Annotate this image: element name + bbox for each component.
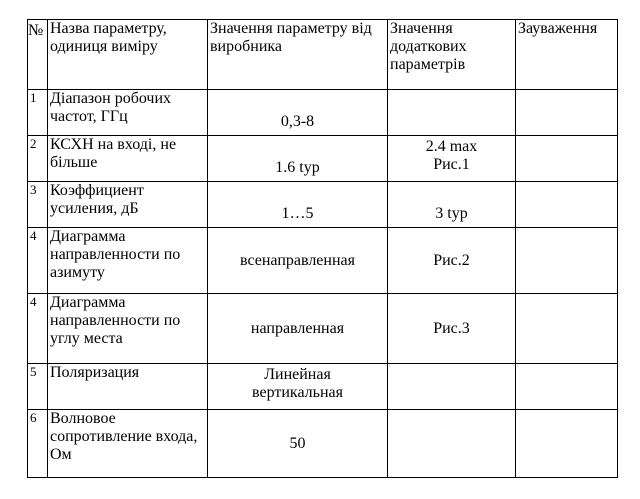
row-remark [516, 90, 618, 136]
row-remark [516, 228, 618, 294]
row-remark [516, 136, 618, 182]
row-additional-value: 2.4 max Рис.1 [388, 136, 516, 182]
table-row [28, 228, 618, 294]
row-remark [516, 294, 618, 364]
table-row [28, 136, 618, 182]
row-additional-value: Рис.2 [388, 228, 516, 294]
row-number: 2 [28, 136, 48, 182]
header-number: № [28, 20, 48, 90]
row-parameter-name: Волновое сопротивление входа, Ом [48, 410, 208, 478]
row-manufacturer-value: 1…5 [208, 182, 388, 228]
header-row [28, 20, 618, 90]
row-manufacturer-value: 50 [208, 410, 388, 478]
row-manufacturer-value: направленная [208, 294, 388, 364]
row-number: 3 [28, 182, 48, 228]
header-parameter-name: Назва параметру, одиниця виміру [48, 20, 208, 90]
row-manufacturer-value: 1.6 typ [208, 136, 388, 182]
row-parameter-name: КСХН на вході, не більше [48, 136, 208, 182]
row-number: 1 [28, 90, 48, 136]
row-remark [516, 364, 618, 410]
row-manufacturer-value: 0,3-8 [208, 90, 388, 136]
row-manufacturer-value: Линейная вертикальная [208, 364, 388, 410]
row-additional-value: 3 typ [388, 182, 516, 228]
row-additional-value [388, 364, 516, 410]
spec-table [27, 19, 618, 478]
row-additional-value [388, 90, 516, 136]
row-number: 4 [28, 294, 48, 364]
row-parameter-name: Диаграмма направленности по азимуту [48, 228, 208, 294]
row-number: 4 [28, 228, 48, 294]
row-parameter-name: Диаграмма направленности по углу места [48, 294, 208, 364]
table-row [28, 182, 618, 228]
table-row [28, 294, 618, 364]
row-additional-value [388, 410, 516, 478]
row-additional-value: Рис.3 [388, 294, 516, 364]
header-manufacturer-value: Значення параметру від виробника [208, 20, 388, 90]
row-parameter-name: Коэффициент усиления, дБ [48, 182, 208, 228]
header-additional-parameters: Значення додаткових параметрів [388, 20, 516, 90]
table-row [28, 410, 618, 478]
table-row [28, 364, 618, 410]
row-remark [516, 410, 618, 478]
header-remarks: Зауваження [516, 20, 618, 90]
row-parameter-name: Діапазон робочих частот, ГГц [48, 90, 208, 136]
row-number: 5 [28, 364, 48, 410]
table-row [28, 90, 618, 136]
row-parameter-name: Поляризация [48, 364, 208, 410]
row-number: 6 [28, 410, 48, 478]
row-remark [516, 182, 618, 228]
row-manufacturer-value: всенаправленная [208, 228, 388, 294]
